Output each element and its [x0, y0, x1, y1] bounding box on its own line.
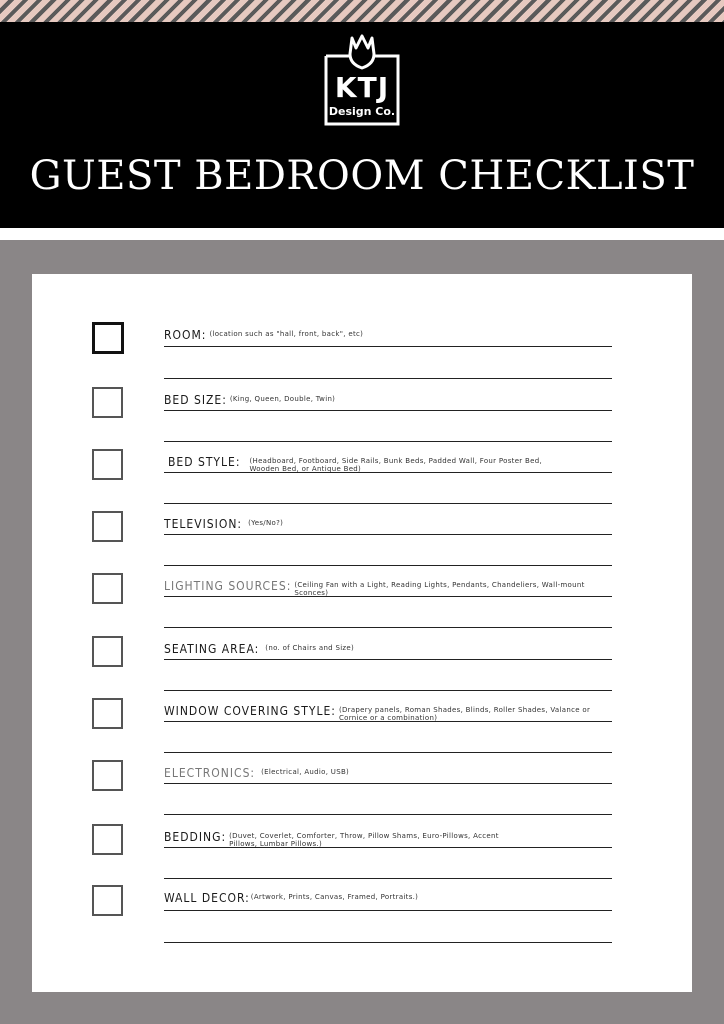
bed-style-hint: (Headboard, Footboard, Side Rails, Bunk Beds, Padded Wall, Four Poster Bed, Wooden Bed, or Antique Bed): [249, 457, 542, 473]
window-covering-style-hint: (Drapery panels, Roman Shades, Blinds, Roller Shades, Valance or Cornice or a combination): [338, 706, 591, 722]
checklist-item-bed-style: [32, 449, 692, 513]
checklist-card: [32, 274, 692, 992]
room-hint: (location such as "hall, front, back", etc): [209, 330, 364, 338]
logo-monogram: KTJ: [334, 71, 390, 104]
bed-size-line-2[interactable]: [164, 441, 612, 442]
bed-size-hint: (King, Queen, Double, Twin): [229, 395, 336, 403]
bed-size-label: BED SIZE:: [164, 393, 227, 407]
window-covering-style-line-2[interactable]: [164, 752, 612, 753]
checklist-item-window-covering-style: [32, 698, 692, 762]
bedding-label-row: [164, 830, 614, 848]
seating-area-hint: (no. of Chairs and Size): [265, 644, 355, 652]
bedding-label: BEDDING:: [164, 830, 227, 844]
checklist-item-room: [32, 322, 692, 386]
wall-decor-hint: (Artwork, Prints, Canvas, Framed, Portraits.): [250, 893, 419, 901]
window-covering-style-label-row: [164, 704, 614, 722]
room-checkbox[interactable]: [92, 322, 124, 354]
electronics-checkbox[interactable]: [92, 760, 123, 791]
wall-decor-line-1[interactable]: [164, 910, 612, 911]
window-covering-style-label: WINDOW COVERING STYLE:: [164, 704, 336, 718]
checklist-item-bedding: [32, 824, 692, 888]
electronics-line-2[interactable]: [164, 814, 612, 815]
wall-decor-label: WALL DECOR:: [164, 891, 250, 905]
seating-area-label-row: [164, 642, 614, 656]
striped-top-border: [0, 0, 724, 22]
bed-style-line-1[interactable]: [164, 472, 612, 473]
checklist-item-seating-area: [32, 636, 692, 700]
wall-decor-line-2[interactable]: [164, 942, 612, 943]
bed-style-label-row: [168, 455, 618, 473]
room-label: ROOM:: [164, 328, 207, 342]
electronics-label-row: [164, 766, 614, 780]
electronics-line-1[interactable]: [164, 783, 612, 784]
television-label-row: [164, 517, 614, 531]
bed-style-line-2[interactable]: [164, 503, 612, 504]
television-label: TELEVISION:: [164, 517, 243, 531]
room-label-row: [164, 328, 614, 342]
lighting-sources-label-row: [164, 579, 614, 597]
room-line-2[interactable]: [164, 378, 612, 379]
lighting-sources-line-1[interactable]: [164, 596, 612, 597]
checklist-item-television: [32, 511, 692, 575]
lighting-sources-line-2[interactable]: [164, 627, 612, 628]
bedding-checkbox[interactable]: [92, 824, 123, 855]
bedding-hint: (Duvet, Coverlet, Comforter, Throw, Pillow Shams, Euro-Pillows, Accent Pillows, Lumbar Pillows.): [229, 832, 499, 848]
seating-area-line-2[interactable]: [164, 690, 612, 691]
bedding-line-2[interactable]: [164, 878, 612, 879]
ktj-logo: [322, 34, 402, 128]
bed-size-checkbox[interactable]: [92, 387, 123, 418]
wall-decor-checkbox[interactable]: [92, 885, 123, 916]
window-covering-style-checkbox[interactable]: [92, 698, 123, 729]
lighting-sources-label: LIGHTING SOURCES:: [164, 579, 292, 593]
electronics-hint: (Electrical, Audio, USB): [261, 768, 350, 776]
television-hint: (Yes/No?): [248, 519, 284, 527]
seating-area-line-1[interactable]: [164, 659, 612, 660]
logo-subtitle: Design Co.: [328, 105, 396, 118]
page-title: GUEST BEDROOM CHECKLIST: [29, 153, 695, 199]
bedding-line-1[interactable]: [164, 847, 612, 848]
television-line-2[interactable]: [164, 565, 612, 566]
television-checkbox[interactable]: [92, 511, 123, 542]
seating-area-label: SEATING AREA:: [164, 642, 260, 656]
seating-area-checkbox[interactable]: [92, 636, 123, 667]
bed-size-line-1[interactable]: [164, 410, 612, 411]
room-line-1[interactable]: [164, 346, 612, 347]
bed-size-label-row: [164, 393, 614, 407]
electronics-label: ELECTRONICS:: [164, 766, 256, 780]
checklist-item-bed-size: [32, 387, 692, 451]
checklist-item-wall-decor: [32, 885, 692, 949]
window-covering-style-line-1[interactable]: [164, 721, 612, 722]
wall-decor-label-row: [164, 891, 614, 905]
checklist-item-lighting-sources: [32, 573, 692, 637]
television-line-1[interactable]: [164, 534, 612, 535]
lighting-sources-hint: (Ceiling Fan with a Light, Reading Lights, Pendants, Chandeliers, Wall-mount Sconces): [294, 581, 585, 597]
bed-style-checkbox[interactable]: [92, 449, 123, 480]
bed-style-label: BED STYLE:: [168, 455, 241, 469]
checklist-item-electronics: [32, 760, 692, 824]
lighting-sources-checkbox[interactable]: [92, 573, 123, 604]
